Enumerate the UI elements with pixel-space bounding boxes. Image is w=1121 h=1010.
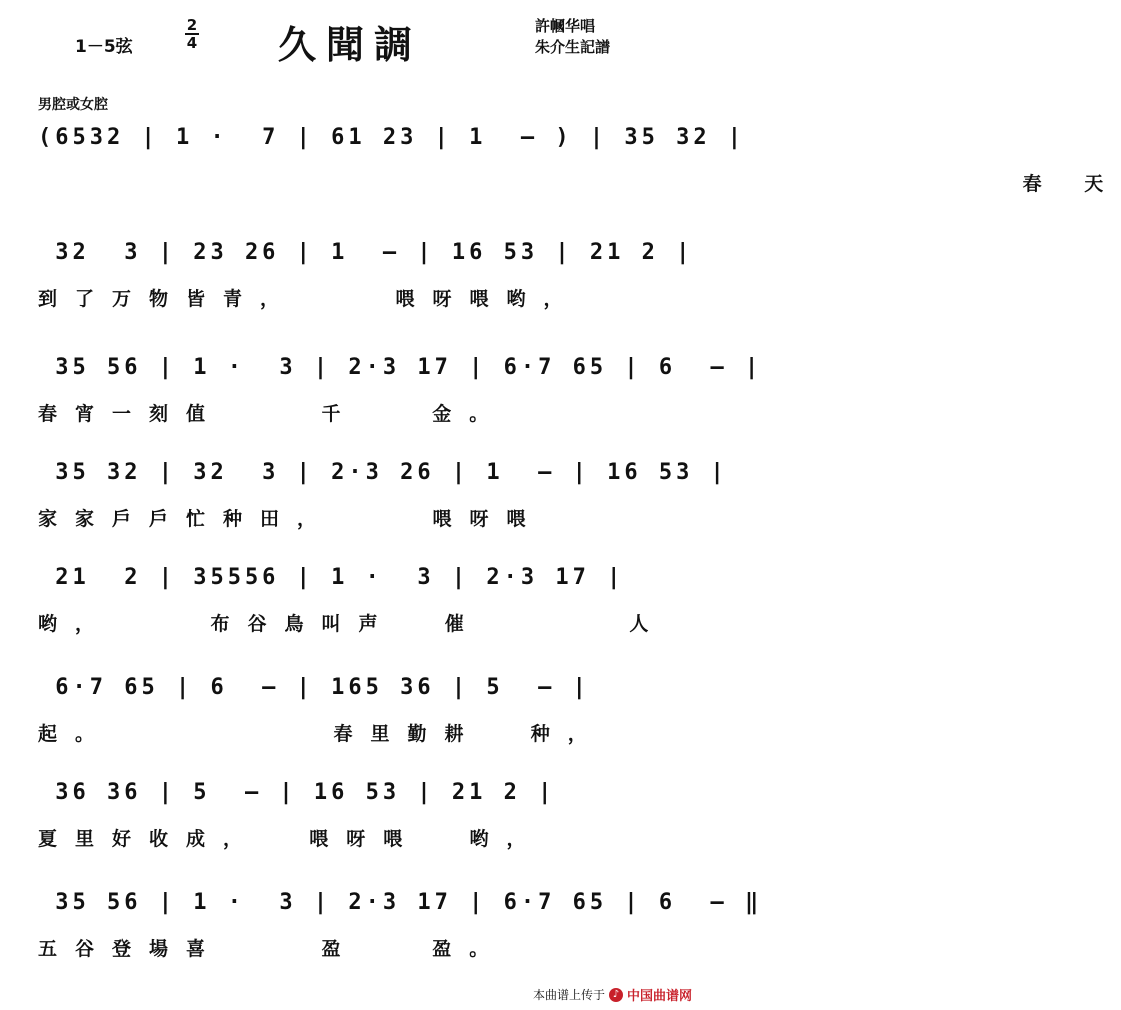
singer-credit: 許幗华唱 <box>535 17 596 35</box>
staff-lyrics: 春 天 <box>38 173 1121 195</box>
staff-line-2 <box>0 230 700 350</box>
staff-line-4 <box>0 450 728 570</box>
staff-lyrics: 春宵一刻值 千 金。 <box>38 403 507 425</box>
staff-line-8 <box>0 880 763 1000</box>
page-title: 久聞調 <box>278 22 423 67</box>
staff-notes: 6·7 65 | 6 – | 165 36 | 5 – | <box>38 675 590 700</box>
staff-notes: 35 56 | 1 · 3 | 2·3 17 | 6·7 65 | 6 – | <box>38 355 763 380</box>
footer-text: 本曲谱上传于 <box>532 988 605 1002</box>
staff-line-3 <box>0 345 763 465</box>
meter-bottom: 4 <box>186 34 198 52</box>
credit-block <box>535 16 610 58</box>
staff-notes: 35 56 | 1 · 3 | 2·3 17 | 6·7 65 | 6 – ‖ <box>38 890 763 915</box>
staff-lyrics: 哟， 布谷鳥叫声 催 人 <box>38 613 667 635</box>
staff-lyrics: 五谷登場喜 盈 盈。 <box>38 938 507 960</box>
staff-lyrics: 起。 春里勤耕 种， <box>38 723 605 745</box>
footer <box>533 985 692 1004</box>
staff-lyrics: 到了万物皆青， 喂呀喂哟， <box>38 288 581 310</box>
staff-line-7 <box>0 770 700 890</box>
staff-notes: 21 2 | 35556 | 1 · 3 | 2·3 17 | <box>38 565 625 590</box>
site-logo-text[interactable]: 中国曲谱网 <box>626 989 692 1004</box>
staff-line-1 <box>0 115 1121 235</box>
staff-line-5 <box>0 555 700 675</box>
transcriber-credit: 朱介生記譜 <box>535 38 611 56</box>
voice-label: 男腔或女腔 <box>38 97 108 113</box>
staff-notes: 35 32 | 32 3 | 2·3 26 | 1 – | 16 53 | <box>38 460 728 485</box>
staff-notes: 32 3 | 23 26 | 1 – | 16 53 | 21 2 | <box>38 240 694 265</box>
staff-notes: (6532 | 1 · 7 | 61 23 | 1 – ) | 35 32 | <box>38 125 746 150</box>
staff-lyrics: 夏里好收成， 喂呀喂 哟， <box>38 828 544 850</box>
time-signature <box>185 18 199 50</box>
meter-top: 2 <box>186 16 198 34</box>
staff-lyrics: 家家戶戶忙种田， 喂呀喂 <box>38 508 544 530</box>
staff-notes: 36 36 | 5 – | 16 53 | 21 2 | <box>38 780 556 805</box>
site-logo-icon: ♪ <box>609 988 623 1002</box>
staff-line-6 <box>0 665 700 785</box>
mode-label: 1－5弦 <box>75 37 133 57</box>
